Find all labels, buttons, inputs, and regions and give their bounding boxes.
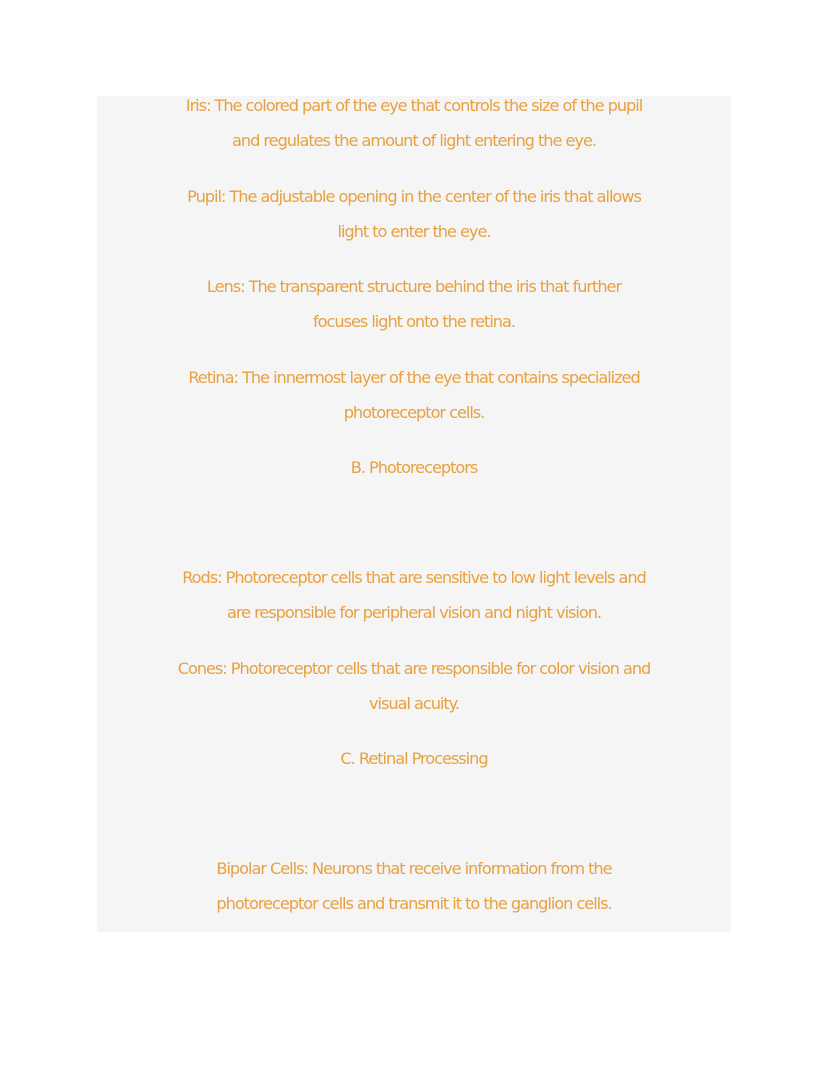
text-line: Iris: The colored part of the eye that controls the size of the pupil xyxy=(185,96,643,115)
retina-definition xyxy=(97,360,731,430)
document-panel xyxy=(97,96,731,932)
text-line: photoreceptor cells and transmit it to the ganglion cells. xyxy=(216,894,612,913)
rods-definition xyxy=(97,560,731,630)
bipolar-cells-definition xyxy=(97,851,731,921)
text-line: Pupil: The adjustable opening in the center of the iris that allows xyxy=(187,187,641,206)
cones-definition xyxy=(97,651,731,721)
text-line: are responsible for peripheral vision and night vision. xyxy=(226,603,602,622)
text-line: light to enter the eye. xyxy=(337,222,491,241)
section-heading-retinal-processing xyxy=(97,741,731,776)
text-line: visual acuity. xyxy=(369,694,459,713)
text-line: focuses light onto the retina. xyxy=(313,312,515,331)
text-line: Retina: The innermost layer of the eye that contains specialized xyxy=(188,368,640,387)
text-line: Lens: The transparent structure behind the iris that further xyxy=(206,277,622,296)
heading-text: B. Photoreceptors xyxy=(350,458,478,477)
text-line: Rods: Photoreceptor cells that are sensitive to low light levels and xyxy=(182,568,646,587)
pupil-definition xyxy=(97,179,731,249)
section-heading-photoreceptors xyxy=(97,450,731,485)
iris-definition xyxy=(97,88,731,158)
lens-definition xyxy=(97,269,731,339)
text-line: photoreceptor cells. xyxy=(343,403,485,422)
text-line: Bipolar Cells: Neurons that receive information from the xyxy=(216,859,612,878)
text-line: Cones: Photoreceptor cells that are responsible for color vision and xyxy=(177,659,651,678)
text-line: and regulates the amount of light entering the eye. xyxy=(232,131,596,150)
heading-text: C. Retinal Processing xyxy=(340,749,488,768)
